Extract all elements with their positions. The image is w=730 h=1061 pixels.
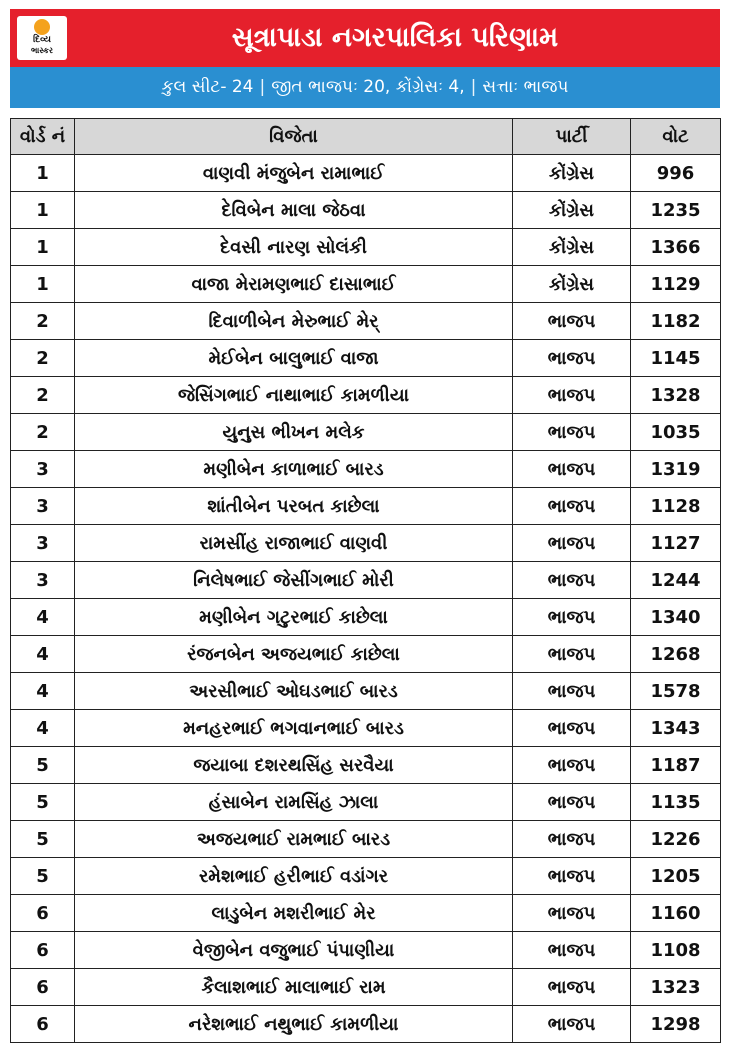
ward-cell: 5 (11, 858, 75, 895)
table-row (11, 747, 721, 784)
votes-cell: 1323 (631, 969, 721, 1006)
winner-cell: લાડુબેન મશરીભાઈ મેર (75, 895, 513, 932)
party-cell: ભાજપ (513, 969, 631, 1006)
party-cell: ભાજપ (513, 858, 631, 895)
ward-cell: 1 (11, 266, 75, 303)
winner-cell: મણીબેન કાળાભાઈ બારડ (75, 451, 513, 488)
brand-line-1: દિવ્ય (33, 35, 51, 45)
separator: | (259, 77, 266, 97)
party-cell: ભાજપ (513, 599, 631, 636)
winner-cell: નરેશભાઈ નથુભાઈ કામળીયા (75, 1006, 513, 1043)
ward-cell: 1 (11, 155, 75, 192)
separator: | (470, 77, 477, 97)
sun-icon (34, 19, 50, 35)
ward-cell: 6 (11, 932, 75, 969)
ward-cell: 6 (11, 895, 75, 932)
votes-cell: 1135 (631, 784, 721, 821)
winner-cell: વેજીબેન વજુભાઈ પંપાણીયા (75, 932, 513, 969)
party-cell: કોંગ્રેસ (513, 155, 631, 192)
winner-cell: યુનુસ ભીખન મલેક (75, 414, 513, 451)
party-cell: ભાજપ (513, 784, 631, 821)
votes-cell: 1182 (631, 303, 721, 340)
ward-cell: 5 (11, 747, 75, 784)
table-body (11, 155, 721, 1043)
party-cell: કોંગ્રેસ (513, 266, 631, 303)
ward-cell: 4 (11, 599, 75, 636)
ward-cell: 2 (11, 303, 75, 340)
table-row (11, 377, 721, 414)
votes-cell: 1226 (631, 821, 721, 858)
winner-cell: અરસીભાઈ ઓઘડભાઈ બારડ (75, 673, 513, 710)
votes-cell: 1298 (631, 1006, 721, 1043)
summary-bar (10, 67, 720, 108)
table-row (11, 932, 721, 969)
winner-cell: રંજનબેન અજયભાઈ કાછેલા (75, 636, 513, 673)
party-wins: જીત ભાજપઃ 20, કોંગ્રેસઃ 4, (271, 77, 465, 97)
table-header-row (11, 119, 721, 155)
ward-cell: 1 (11, 192, 75, 229)
table-row (11, 451, 721, 488)
table-row (11, 414, 721, 451)
table-row (11, 673, 721, 710)
party-cell: ભાજપ (513, 488, 631, 525)
winner-cell: હંસાબેન રામસિંહ ઝાલા (75, 784, 513, 821)
party-cell: ભાજપ (513, 710, 631, 747)
party-cell: ભાજપ (513, 636, 631, 673)
table-row (11, 599, 721, 636)
table-row (11, 229, 721, 266)
winner-cell: નિલેષભાઈ જેસીંગભાઈ મોરી (75, 562, 513, 599)
ward-cell: 6 (11, 969, 75, 1006)
winner-cell: મનહરભાઈ ભગવાનભાઈ બારડ (75, 710, 513, 747)
ward-cell: 3 (11, 488, 75, 525)
table-row (11, 525, 721, 562)
brand-line-2: ભાસ્કર (30, 46, 54, 55)
votes-cell: 1187 (631, 747, 721, 784)
brand-logo (17, 16, 67, 60)
votes-cell: 1129 (631, 266, 721, 303)
votes-cell: 1127 (631, 525, 721, 562)
party-cell: ભાજપ (513, 562, 631, 599)
ward-cell: 4 (11, 710, 75, 747)
winner-cell: રામસીંહ રાજાભાઈ વાણવી (75, 525, 513, 562)
party-cell: ભાજપ (513, 673, 631, 710)
party-cell: ભાજપ (513, 414, 631, 451)
winner-cell: દિવાળીબેન મેરુભાઈ મેર્ (75, 303, 513, 340)
header-winner: વિજેતા (75, 119, 513, 155)
header-party: પાર્ટી (513, 119, 631, 155)
votes-cell: 1145 (631, 340, 721, 377)
party-cell: ભાજપ (513, 821, 631, 858)
votes-cell: 1160 (631, 895, 721, 932)
votes-cell: 1268 (631, 636, 721, 673)
votes-cell: 1035 (631, 414, 721, 451)
party-cell: ભાજપ (513, 525, 631, 562)
header-banner (10, 9, 720, 67)
ward-cell: 3 (11, 451, 75, 488)
table-row (11, 636, 721, 673)
party-cell: ભાજપ (513, 377, 631, 414)
winner-cell: શાંતીબેન પરબત કાછેલા (75, 488, 513, 525)
party-cell: ભાજપ (513, 895, 631, 932)
ward-cell: 5 (11, 821, 75, 858)
table-row (11, 784, 721, 821)
ward-cell: 4 (11, 673, 75, 710)
table-row (11, 340, 721, 377)
ward-cell: 4 (11, 636, 75, 673)
votes-cell: 1578 (631, 673, 721, 710)
party-cell: ભાજપ (513, 340, 631, 377)
table-row (11, 488, 721, 525)
winner-cell: વાણવી મંજુબેન રામાભાઈ (75, 155, 513, 192)
ward-cell: 2 (11, 377, 75, 414)
header-votes: વોટ (631, 119, 721, 155)
total-seats: કુલ સીટ- 24 (161, 77, 254, 97)
ward-cell: 2 (11, 414, 75, 451)
votes-cell: 1328 (631, 377, 721, 414)
votes-cell: 1343 (631, 710, 721, 747)
winner-cell: જેસિંગભાઈ નાથાભાઈ કામળીયા (75, 377, 513, 414)
votes-cell: 1319 (631, 451, 721, 488)
winner-cell: વાજા મેરામણભાઈ દાસાભાઈ (75, 266, 513, 303)
table-row (11, 858, 721, 895)
table-row (11, 969, 721, 1006)
party-cell: ભાજપ (513, 303, 631, 340)
results-table (10, 118, 721, 1043)
winner-cell: અજયભાઈ રામભાઈ બારડ (75, 821, 513, 858)
table-row (11, 562, 721, 599)
ruling-party: સત્તાઃ ભાજપ (482, 77, 569, 97)
winner-cell: કૈલાશભાઈ માલાભાઈ રામ (75, 969, 513, 1006)
votes-cell: 1128 (631, 488, 721, 525)
ward-cell: 1 (11, 229, 75, 266)
winner-cell: મણીબેન ગટુરભાઈ કાછેલા (75, 599, 513, 636)
table-row (11, 895, 721, 932)
party-cell: કોંગ્રેસ (513, 229, 631, 266)
ward-cell: 2 (11, 340, 75, 377)
winner-cell: રમેશભાઈ હરીભાઈ વડાંગર (75, 858, 513, 895)
table-row (11, 266, 721, 303)
table-row (11, 303, 721, 340)
party-cell: ભાજપ (513, 1006, 631, 1043)
winner-cell: જયાબા દશરથસિંહ સરવૈયા (75, 747, 513, 784)
ward-cell: 6 (11, 1006, 75, 1043)
table-row (11, 192, 721, 229)
votes-cell: 1205 (631, 858, 721, 895)
party-cell: ભાજપ (513, 747, 631, 784)
header-ward: વોર્ડ નં (11, 119, 75, 155)
table-row (11, 821, 721, 858)
table-row (11, 710, 721, 747)
votes-cell: 996 (631, 155, 721, 192)
votes-cell: 1340 (631, 599, 721, 636)
winner-cell: દેવિબેન માલા જેઠવા (75, 192, 513, 229)
votes-cell: 1108 (631, 932, 721, 969)
votes-cell: 1366 (631, 229, 721, 266)
winner-cell: દેવસી નારણ સોલંકી (75, 229, 513, 266)
party-cell: કોંગ્રેસ (513, 192, 631, 229)
votes-cell: 1235 (631, 192, 721, 229)
party-cell: ભાજપ (513, 932, 631, 969)
page-title: સૂત્રાપાડા નગરપાલિકા પરિણામ (231, 22, 559, 53)
ward-cell: 3 (11, 525, 75, 562)
ward-cell: 5 (11, 784, 75, 821)
table-row (11, 155, 721, 192)
party-cell: ભાજપ (513, 451, 631, 488)
votes-cell: 1244 (631, 562, 721, 599)
table-row (11, 1006, 721, 1043)
ward-cell: 3 (11, 562, 75, 599)
winner-cell: મેઈબેન બાલુભાઈ વાજા (75, 340, 513, 377)
